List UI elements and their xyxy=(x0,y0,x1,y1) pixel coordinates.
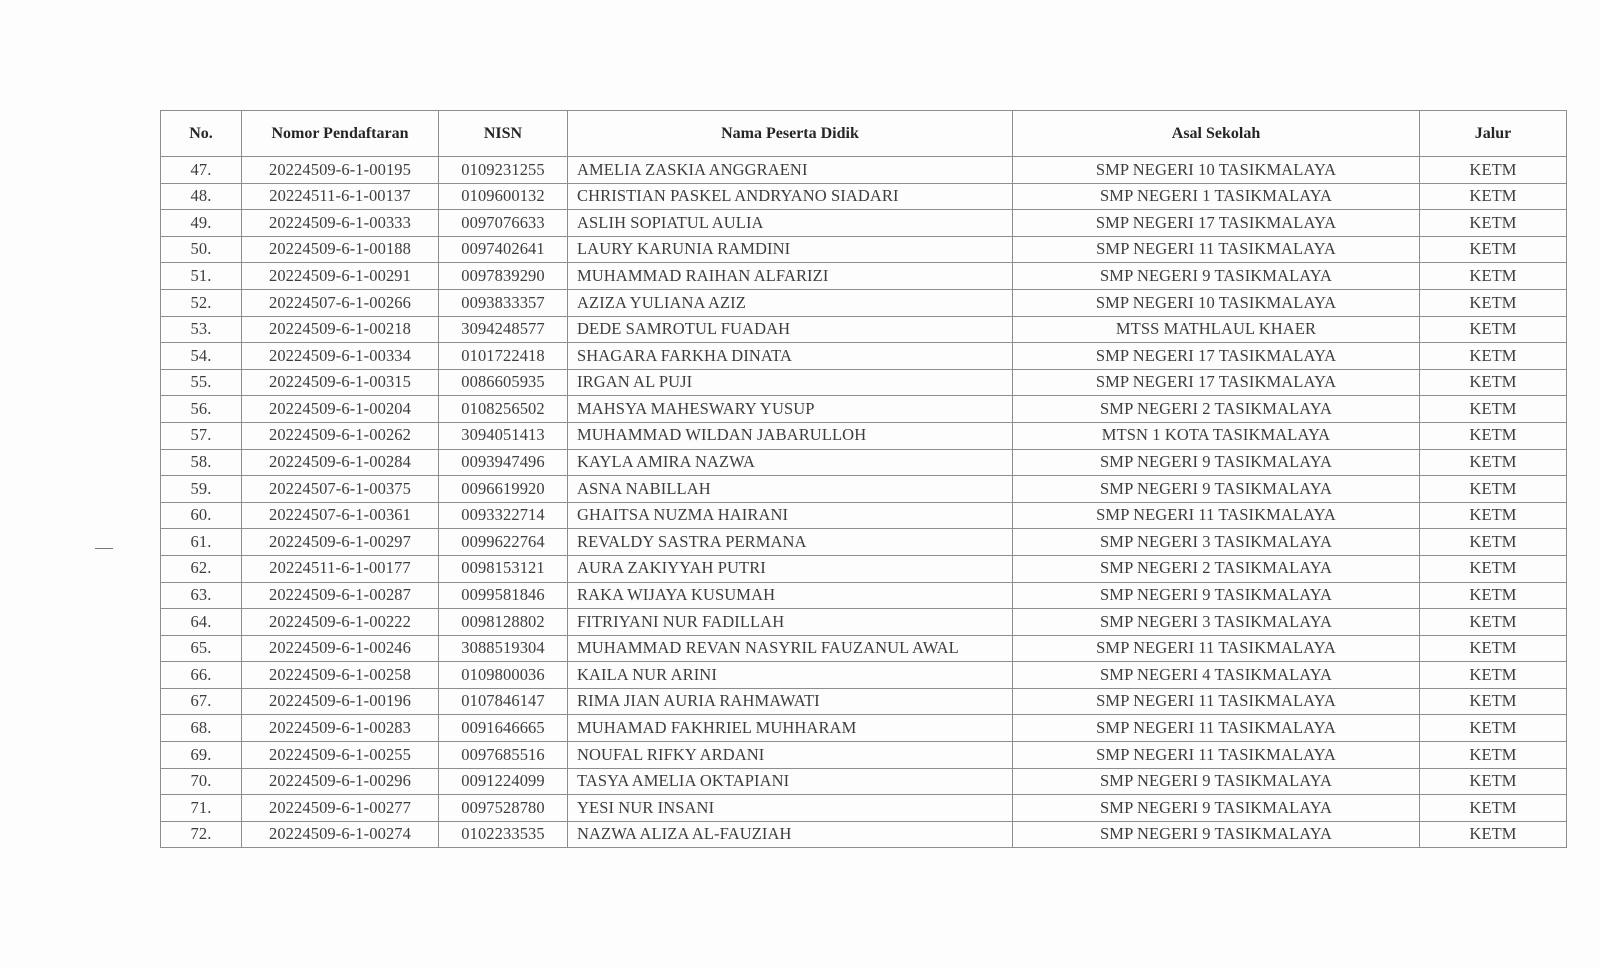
cell-origin-school: SMP NEGERI 17 TASIKMALAYA xyxy=(1013,343,1420,370)
cell-no: 63. xyxy=(161,582,242,609)
cell-admission-path: KETM xyxy=(1420,635,1567,662)
cell-registration-number: 20224511-6-1-00137 xyxy=(242,183,439,210)
table-row xyxy=(161,289,1567,316)
cell-participant-name: MUHAMMAD WILDAN JABARULLOH xyxy=(568,422,1013,449)
cell-origin-school: SMP NEGERI 9 TASIKMALAYA xyxy=(1013,263,1420,290)
cell-admission-path: KETM xyxy=(1420,289,1567,316)
cell-registration-number: 20224509-6-1-00277 xyxy=(242,795,439,822)
cell-nisn: 0093833357 xyxy=(439,289,568,316)
cell-no: 48. xyxy=(161,183,242,210)
cell-no: 56. xyxy=(161,396,242,423)
cell-no: 67. xyxy=(161,688,242,715)
cell-origin-school: MTSS MATHLAUL KHAER xyxy=(1013,316,1420,343)
cell-nisn: 3094248577 xyxy=(439,316,568,343)
table-row xyxy=(161,476,1567,503)
cell-participant-name: YESI NUR INSANI xyxy=(568,795,1013,822)
cell-registration-number: 20224509-6-1-00246 xyxy=(242,635,439,662)
cell-origin-school: SMP NEGERI 2 TASIKMALAYA xyxy=(1013,555,1420,582)
header-admission-path: Jalur xyxy=(1420,111,1567,157)
cell-participant-name: MUHAMAD FAKHRIEL MUHHARAM xyxy=(568,715,1013,742)
cell-no: 72. xyxy=(161,821,242,848)
table-row xyxy=(161,529,1567,556)
cell-nisn: 0093947496 xyxy=(439,449,568,476)
cell-admission-path: KETM xyxy=(1420,183,1567,210)
cell-admission-path: KETM xyxy=(1420,582,1567,609)
cell-no: 51. xyxy=(161,263,242,290)
cell-admission-path: KETM xyxy=(1420,369,1567,396)
cell-no: 54. xyxy=(161,343,242,370)
cell-registration-number: 20224509-6-1-00274 xyxy=(242,821,439,848)
cell-admission-path: KETM xyxy=(1420,795,1567,822)
cell-participant-name: TASYA AMELIA OKTAPIANI xyxy=(568,768,1013,795)
cell-admission-path: KETM xyxy=(1420,715,1567,742)
cell-registration-number: 20224509-6-1-00287 xyxy=(242,582,439,609)
table-row xyxy=(161,742,1567,769)
table-row xyxy=(161,422,1567,449)
cell-nisn: 0097076633 xyxy=(439,210,568,237)
cell-nisn: 0099622764 xyxy=(439,529,568,556)
cell-no: 66. xyxy=(161,662,242,689)
cell-participant-name: AMELIA ZASKIA ANGGRAENI xyxy=(568,157,1013,184)
cell-no: 53. xyxy=(161,316,242,343)
cell-origin-school: SMP NEGERI 11 TASIKMALAYA xyxy=(1013,635,1420,662)
cell-admission-path: KETM xyxy=(1420,555,1567,582)
table-row xyxy=(161,795,1567,822)
cell-admission-path: KETM xyxy=(1420,157,1567,184)
cell-origin-school: SMP NEGERI 10 TASIKMALAYA xyxy=(1013,157,1420,184)
cell-nisn: 0096619920 xyxy=(439,476,568,503)
cell-participant-name: MUHAMMAD RAIHAN ALFARIZI xyxy=(568,263,1013,290)
participant-table xyxy=(160,110,1567,848)
table-row xyxy=(161,210,1567,237)
cell-no: 52. xyxy=(161,289,242,316)
cell-nisn: 3094051413 xyxy=(439,422,568,449)
table-row xyxy=(161,768,1567,795)
cell-participant-name: KAILA NUR ARINI xyxy=(568,662,1013,689)
cell-nisn: 3088519304 xyxy=(439,635,568,662)
table-row xyxy=(161,662,1567,689)
cell-admission-path: KETM xyxy=(1420,343,1567,370)
cell-participant-name: NAZWA ALIZA AL-FAUZIAH xyxy=(568,821,1013,848)
cell-nisn: 0098128802 xyxy=(439,609,568,636)
cell-origin-school: SMP NEGERI 11 TASIKMALAYA xyxy=(1013,688,1420,715)
table-row xyxy=(161,582,1567,609)
cell-admission-path: KETM xyxy=(1420,609,1567,636)
cell-origin-school: SMP NEGERI 9 TASIKMALAYA xyxy=(1013,795,1420,822)
cell-participant-name: LAURY KARUNIA RAMDINI xyxy=(568,236,1013,263)
table-row xyxy=(161,635,1567,662)
cell-nisn: 0097402641 xyxy=(439,236,568,263)
header-nisn: NISN xyxy=(439,111,568,157)
cell-nisn: 0086605935 xyxy=(439,369,568,396)
cell-registration-number: 20224507-6-1-00375 xyxy=(242,476,439,503)
cell-no: 61. xyxy=(161,529,242,556)
cell-registration-number: 20224509-6-1-00297 xyxy=(242,529,439,556)
cell-origin-school: SMP NEGERI 9 TASIKMALAYA xyxy=(1013,476,1420,503)
cell-no: 64. xyxy=(161,609,242,636)
table-row xyxy=(161,609,1567,636)
cell-nisn: 0097685516 xyxy=(439,742,568,769)
cell-nisn: 0101722418 xyxy=(439,343,568,370)
cell-registration-number: 20224509-6-1-00296 xyxy=(242,768,439,795)
cell-nisn: 0109600132 xyxy=(439,183,568,210)
table-row xyxy=(161,157,1567,184)
cell-participant-name: REVALDY SASTRA PERMANA xyxy=(568,529,1013,556)
cell-no: 55. xyxy=(161,369,242,396)
cell-no: 69. xyxy=(161,742,242,769)
cell-admission-path: KETM xyxy=(1420,768,1567,795)
cell-admission-path: KETM xyxy=(1420,236,1567,263)
cell-participant-name: NOUFAL RIFKY ARDANI xyxy=(568,742,1013,769)
cell-participant-name: AURA ZAKIYYAH PUTRI xyxy=(568,555,1013,582)
cell-registration-number: 20224509-6-1-00218 xyxy=(242,316,439,343)
cell-registration-number: 20224509-6-1-00315 xyxy=(242,369,439,396)
cell-nisn: 0097528780 xyxy=(439,795,568,822)
cell-origin-school: SMP NEGERI 11 TASIKMALAYA xyxy=(1013,502,1420,529)
header-no: No. xyxy=(161,111,242,157)
cell-origin-school: SMP NEGERI 9 TASIKMALAYA xyxy=(1013,768,1420,795)
cell-participant-name: DEDE SAMROTUL FUADAH xyxy=(568,316,1013,343)
cell-admission-path: KETM xyxy=(1420,396,1567,423)
cell-nisn: 0108256502 xyxy=(439,396,568,423)
cell-origin-school: SMP NEGERI 9 TASIKMALAYA xyxy=(1013,821,1420,848)
table-row xyxy=(161,715,1567,742)
table-row xyxy=(161,316,1567,343)
cell-registration-number: 20224509-6-1-00188 xyxy=(242,236,439,263)
cell-registration-number: 20224507-6-1-00266 xyxy=(242,289,439,316)
table-row xyxy=(161,502,1567,529)
cell-no: 68. xyxy=(161,715,242,742)
table-row xyxy=(161,396,1567,423)
cell-no: 59. xyxy=(161,476,242,503)
cell-participant-name: MAHSYA MAHESWARY YUSUP xyxy=(568,396,1013,423)
table-body xyxy=(161,157,1567,848)
cell-no: 62. xyxy=(161,555,242,582)
cell-nisn: 0098153121 xyxy=(439,555,568,582)
cell-admission-path: KETM xyxy=(1420,662,1567,689)
cell-participant-name: RAKA WIJAYA KUSUMAH xyxy=(568,582,1013,609)
table-row xyxy=(161,449,1567,476)
cell-registration-number: 20224509-6-1-00291 xyxy=(242,263,439,290)
table-row xyxy=(161,555,1567,582)
cell-participant-name: FITRIYANI NUR FADILLAH xyxy=(568,609,1013,636)
header-origin-school: Asal Sekolah xyxy=(1013,111,1420,157)
table-row xyxy=(161,183,1567,210)
cell-registration-number: 20224509-6-1-00333 xyxy=(242,210,439,237)
cell-nisn: 0093322714 xyxy=(439,502,568,529)
cell-no: 60. xyxy=(161,502,242,529)
table-header-row xyxy=(161,111,1567,157)
cell-no: 57. xyxy=(161,422,242,449)
table-row xyxy=(161,236,1567,263)
cell-nisn: 0091646665 xyxy=(439,715,568,742)
cell-nisn: 0107846147 xyxy=(439,688,568,715)
cell-origin-school: SMP NEGERI 11 TASIKMALAYA xyxy=(1013,715,1420,742)
cell-registration-number: 20224507-6-1-00361 xyxy=(242,502,439,529)
cell-registration-number: 20224509-6-1-00204 xyxy=(242,396,439,423)
table-row xyxy=(161,343,1567,370)
cell-admission-path: KETM xyxy=(1420,210,1567,237)
cell-nisn: 0109231255 xyxy=(439,157,568,184)
cell-no: 58. xyxy=(161,449,242,476)
cell-admission-path: KETM xyxy=(1420,316,1567,343)
cell-participant-name: SHAGARA FARKHA DINATA xyxy=(568,343,1013,370)
cell-origin-school: SMP NEGERI 17 TASIKMALAYA xyxy=(1013,210,1420,237)
cell-origin-school: SMP NEGERI 11 TASIKMALAYA xyxy=(1013,742,1420,769)
cell-registration-number: 20224509-6-1-00334 xyxy=(242,343,439,370)
cell-nisn: 0109800036 xyxy=(439,662,568,689)
cell-admission-path: KETM xyxy=(1420,502,1567,529)
cell-participant-name: MUHAMMAD REVAN NASYRIL FAUZANUL AWAL xyxy=(568,635,1013,662)
cell-nisn: 0091224099 xyxy=(439,768,568,795)
cell-participant-name: ASNA NABILLAH xyxy=(568,476,1013,503)
cell-admission-path: KETM xyxy=(1420,529,1567,556)
cell-registration-number: 20224509-6-1-00262 xyxy=(242,422,439,449)
cell-registration-number: 20224509-6-1-00255 xyxy=(242,742,439,769)
cell-admission-path: KETM xyxy=(1420,449,1567,476)
cell-participant-name: GHAITSA NUZMA HAIRANI xyxy=(568,502,1013,529)
cell-admission-path: KETM xyxy=(1420,263,1567,290)
cell-admission-path: KETM xyxy=(1420,688,1567,715)
cell-registration-number: 20224509-6-1-00195 xyxy=(242,157,439,184)
cell-no: 47. xyxy=(161,157,242,184)
cell-origin-school: SMP NEGERI 4 TASIKMALAYA xyxy=(1013,662,1420,689)
cell-no: 49. xyxy=(161,210,242,237)
cell-admission-path: KETM xyxy=(1420,422,1567,449)
cell-origin-school: SMP NEGERI 2 TASIKMALAYA xyxy=(1013,396,1420,423)
cell-registration-number: 20224509-6-1-00196 xyxy=(242,688,439,715)
cell-registration-number: 20224509-6-1-00258 xyxy=(242,662,439,689)
cell-registration-number: 20224509-6-1-00283 xyxy=(242,715,439,742)
cell-origin-school: SMP NEGERI 1 TASIKMALAYA xyxy=(1013,183,1420,210)
cell-origin-school: SMP NEGERI 3 TASIKMALAYA xyxy=(1013,609,1420,636)
cell-participant-name: RIMA JIAN AURIA RAHMAWATI xyxy=(568,688,1013,715)
cell-no: 50. xyxy=(161,236,242,263)
cell-no: 71. xyxy=(161,795,242,822)
cell-origin-school: SMP NEGERI 10 TASIKMALAYA xyxy=(1013,289,1420,316)
cell-origin-school: MTSN 1 KOTA TASIKMALAYA xyxy=(1013,422,1420,449)
cell-participant-name: KAYLA AMIRA NAZWA xyxy=(568,449,1013,476)
table-row xyxy=(161,369,1567,396)
cell-origin-school: SMP NEGERI 3 TASIKMALAYA xyxy=(1013,529,1420,556)
table-row xyxy=(161,688,1567,715)
cell-nisn: 0097839290 xyxy=(439,263,568,290)
cell-registration-number: 20224509-6-1-00284 xyxy=(242,449,439,476)
cell-origin-school: SMP NEGERI 9 TASIKMALAYA xyxy=(1013,582,1420,609)
cell-nisn: 0099581846 xyxy=(439,582,568,609)
cell-registration-number: 20224511-6-1-00177 xyxy=(242,555,439,582)
cell-registration-number: 20224509-6-1-00222 xyxy=(242,609,439,636)
cell-admission-path: KETM xyxy=(1420,821,1567,848)
cell-no: 70. xyxy=(161,768,242,795)
cell-origin-school: SMP NEGERI 9 TASIKMALAYA xyxy=(1013,449,1420,476)
cell-origin-school: SMP NEGERI 17 TASIKMALAYA xyxy=(1013,369,1420,396)
table-row xyxy=(161,263,1567,290)
cell-origin-school: SMP NEGERI 11 TASIKMALAYA xyxy=(1013,236,1420,263)
cell-admission-path: KETM xyxy=(1420,476,1567,503)
cell-no: 65. xyxy=(161,635,242,662)
cell-participant-name: AZIZA YULIANA AZIZ xyxy=(568,289,1013,316)
cell-participant-name: CHRISTIAN PASKEL ANDRYANO SIADARI xyxy=(568,183,1013,210)
table-row xyxy=(161,821,1567,848)
scan-margin-mark xyxy=(95,548,113,549)
header-participant-name: Nama Peserta Didik xyxy=(568,111,1013,157)
cell-participant-name: IRGAN AL PUJI xyxy=(568,369,1013,396)
cell-participant-name: ASLIH SOPIATUL AULIA xyxy=(568,210,1013,237)
cell-admission-path: KETM xyxy=(1420,742,1567,769)
cell-nisn: 0102233535 xyxy=(439,821,568,848)
header-registration-number: Nomor Pendaftaran xyxy=(242,111,439,157)
